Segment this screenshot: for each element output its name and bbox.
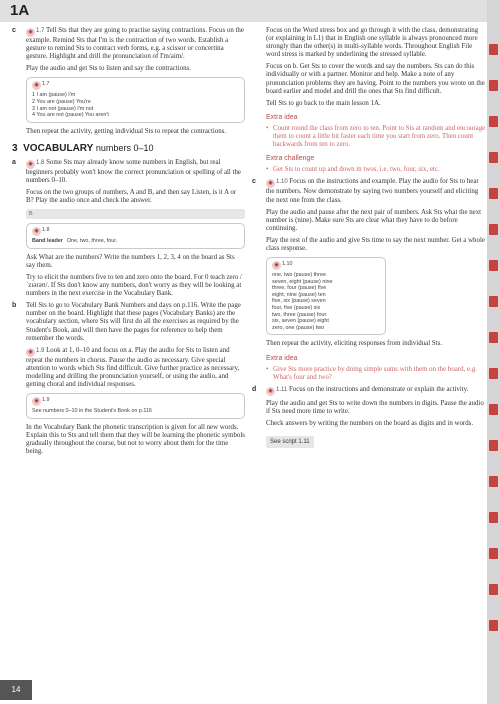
script-line: See numbers 0–10 in the Student's Book on p.116 (32, 408, 152, 415)
script-line: 2 You are (pause) You're (32, 98, 91, 105)
sidebar-tab (489, 116, 498, 127)
audio-icon[interactable]: ◉ (272, 261, 281, 270)
sidebar-tab (489, 224, 498, 235)
exercise-a (12, 159, 245, 298)
footer-band (0, 674, 500, 704)
paragraph: Tell Sts to go to Vocabulary Bank Numbers and days on p.116. Write the page number on the board. Highlight that these pages (Vocabulary Banks) are the vocabulary section, where Sts will first do all the exercises as required by the Student's Book, and will then have the pages for reference to help them remember the words. (26, 302, 241, 342)
audio-icon[interactable]: ◉ (32, 81, 41, 90)
text: Some Sts may already know some numbers in English, but real beginners probably won't know the correct pronunciation or spelling of all the numbers 0–10. (26, 158, 241, 184)
paragraph: Check answers by writing the numbers on the board as digits and in words. (266, 419, 474, 427)
exercise-letter: b (12, 302, 17, 310)
track-number: 1.8 (36, 159, 45, 166)
sidebar-tab (489, 476, 498, 487)
script-line: seven, eight (pause) nine (272, 278, 333, 285)
left-column (12, 27, 245, 460)
script-line: zero, one (pause) two (272, 324, 325, 331)
audio-icon[interactable]: ◉ (266, 387, 275, 396)
extra-idea-heading: Extra idea (266, 113, 298, 121)
sidebar-tab (489, 512, 498, 523)
exercise-c-right (252, 178, 486, 348)
paragraph: Tell Sts to go back to the main lesson 1A. (266, 99, 381, 107)
answer-bar: B (26, 209, 245, 219)
section-heading (12, 142, 245, 155)
script-line: 4 You are not (pause) You aren't (32, 112, 109, 119)
unit-header-band (0, 0, 500, 22)
track-number: 1.7 (42, 81, 50, 88)
script-line: four, five (pause) six (272, 305, 321, 312)
script-line: three, four (pause) five (272, 285, 327, 292)
sidebar-tab (489, 260, 498, 271)
script-line: two, three (pause) four (272, 311, 327, 318)
sidebar-tab (489, 368, 498, 379)
paragraph: Play the audio and get Sts to listen and say the contractions. (26, 65, 191, 73)
extra-idea-heading: Extra idea (266, 354, 298, 362)
exercise-d (252, 386, 486, 448)
paragraph (266, 386, 486, 396)
exercise-letter: a (12, 158, 16, 166)
text: Focus on the instructions and example. Play the audio for Sts to hear the numbers. Now demonstrate by saying two numbers yourself and eliciting the next one from the class. (266, 178, 479, 204)
audio-script-box (26, 77, 245, 122)
paragraph: Focus on the two groups of numbers, A and B, and then say Listen, is it A or B? Play the audio once and check the answer. (26, 189, 237, 205)
sidebar-tab (489, 440, 498, 451)
see-script-box: See script 1.11 (266, 436, 314, 448)
section-number: 3 (12, 142, 18, 154)
sidebar-tab (489, 404, 498, 415)
script-line: One, two, three, four. (66, 238, 118, 245)
paragraph: Play the audio and get Sts to write down the numbers in digits. Pause the audio if Sts need more time to write. (266, 399, 484, 415)
audio-icon[interactable]: ◉ (26, 28, 35, 37)
script-line: five, six (pause) seven (272, 298, 326, 305)
paragraph: Then repeat the activity, getting individual Sts to repeat the contractions. (26, 127, 227, 135)
sidebar-tab (489, 152, 498, 163)
script-line: 1 I am (pause) I'm (32, 92, 76, 99)
sidebar-tab (489, 44, 498, 55)
paragraph: In the Vocabulary Bank the phonetic transcription is given for all new words. Explain this to Sts and tell them that they will be learning the phonetic symbols gradually throughout the course, but not to worry about them for the time being. (26, 423, 245, 455)
paragraph: Focus on b. Get Sts to cover the words and say the numbers. Sts can do this individually or with a partner. Monitor and help. Make a note of any pronunciation problems they are having. Point to the numbers you wrote on the board earlier and model and drill the ones that Sts find difficult. (266, 63, 485, 95)
audio-script-box (266, 257, 386, 335)
text: Look at 1, 0–10 and focus on a. Play the audio for Sts to listen and repeat the numbers in chorus. Pause the audio as necessary. Give special attention to words which Sts find difficult. Give further practice as necessary, modelling and drilling the pronunciation yourself, or using the audio, and getting choral and individual responses. (26, 346, 240, 389)
paragraph: Focus on the Word stress box and go through it with the class, demonstrating (or explaining in L1) that in English one syllable is always pronounced more strongly than the other(s) in multi-syllable words. Throughout English File word stress is marked by underlining the stressed syllable. (266, 27, 479, 59)
section-title: VOCABULARY (23, 142, 94, 154)
extra-challenge-heading: Extra challenge (266, 155, 315, 163)
exercise-letter: d (252, 385, 257, 393)
track-number: 1.10 (282, 261, 293, 268)
paragraph: Ask What are the numbers? Write the numbers 1, 2, 3, 4 on the board as Sts say them. (26, 253, 235, 269)
audio-icon[interactable]: ◉ (26, 160, 35, 169)
exercise-letter: c (252, 178, 256, 186)
track-number: 1.8 (42, 227, 50, 234)
paragraph (266, 178, 486, 204)
section-subtitle: numbers 0–10 (95, 142, 154, 153)
script-line: eight, nine (pause) ten (272, 291, 326, 298)
paragraph: Try to elicit the numbers five to ten and zero onto the board. For 0 teach zero /ˈzɪərəʊ/. If Sts don't know any numbers, don't worry as they will be looking at numbers in the next exercise in the Vocabulary Bank. (26, 274, 242, 298)
script-line: 3 I am not (pause) I'm not (32, 105, 94, 112)
track-number: 1.11 (276, 386, 288, 393)
text: Tell Sts that they are going to practise saying contractions. Focus on the example. Remind Sts that I'm is the contraction of two words. Establish a gesture to remind Sts to contract verb forms, e.g. a scissor or concertina gesture. Highlight and drill the pronunciation of I'm/aim/. (26, 27, 244, 61)
audio-script-box (26, 393, 245, 419)
audio-icon[interactable]: ◉ (32, 397, 41, 406)
exercise-b (12, 302, 245, 456)
sidebar-tab (489, 296, 498, 307)
sidebar-tab (489, 548, 498, 559)
extra-idea-text: • Count round the class from zero to ten. Point to Sts at random and encourage them to count a little bit faster each time you start from zero. Then count backwards from ten to zero. (266, 125, 486, 149)
page-number: 14 (0, 680, 32, 700)
extra-challenge-text: • Get Sts to count up and down in twos, i.e. two, four, six, etc. (266, 166, 486, 174)
sidebar-tab (489, 584, 498, 595)
paragraph: Play the audio and pause after the next pair of numbers. Ask Sts what the next number is (nine). Make sure Sts are clear what they have to do before continuing. (266, 208, 482, 232)
paragraph (26, 347, 245, 389)
exercise-c (12, 27, 245, 136)
audio-icon[interactable]: ◉ (26, 348, 35, 357)
right-column (252, 27, 486, 452)
unit-title: 1A (10, 2, 30, 19)
track-number: 1.9 (42, 397, 50, 404)
paragraph: Play the rest of the audio and give Sts time to say the next number. Get a whole class response. (266, 236, 485, 252)
script-line: six, seven (pause) eight (272, 318, 329, 325)
sidebar-tab (489, 332, 498, 343)
sidebar-tab (489, 80, 498, 91)
sidebar-tab (489, 620, 498, 631)
text: Focus on the instructions and demonstrate or explain the activity. (288, 385, 469, 393)
audio-icon[interactable]: ◉ (32, 227, 41, 236)
extra-idea-text: • Give Sts more practice by doing simple sums with them on the board, e.g. What's four and two? (266, 366, 486, 382)
track-number: 1.7 (36, 28, 45, 34)
track-number: 1.10 (276, 179, 288, 186)
paragraph: Then repeat the activity, eliciting responses from individual Sts. (266, 340, 442, 348)
audio-icon[interactable]: ◉ (266, 179, 275, 188)
script-line: one, two (pause) three (272, 272, 326, 279)
right-sidebar (487, 0, 500, 704)
paragraph (26, 159, 245, 185)
track-number: 1.9 (36, 347, 45, 354)
sidebar-tab (489, 188, 498, 199)
speaker-label: Band leader (32, 238, 63, 245)
paragraph (26, 27, 245, 61)
audio-script-box (26, 223, 245, 249)
exercise-letter: c (12, 27, 16, 34)
